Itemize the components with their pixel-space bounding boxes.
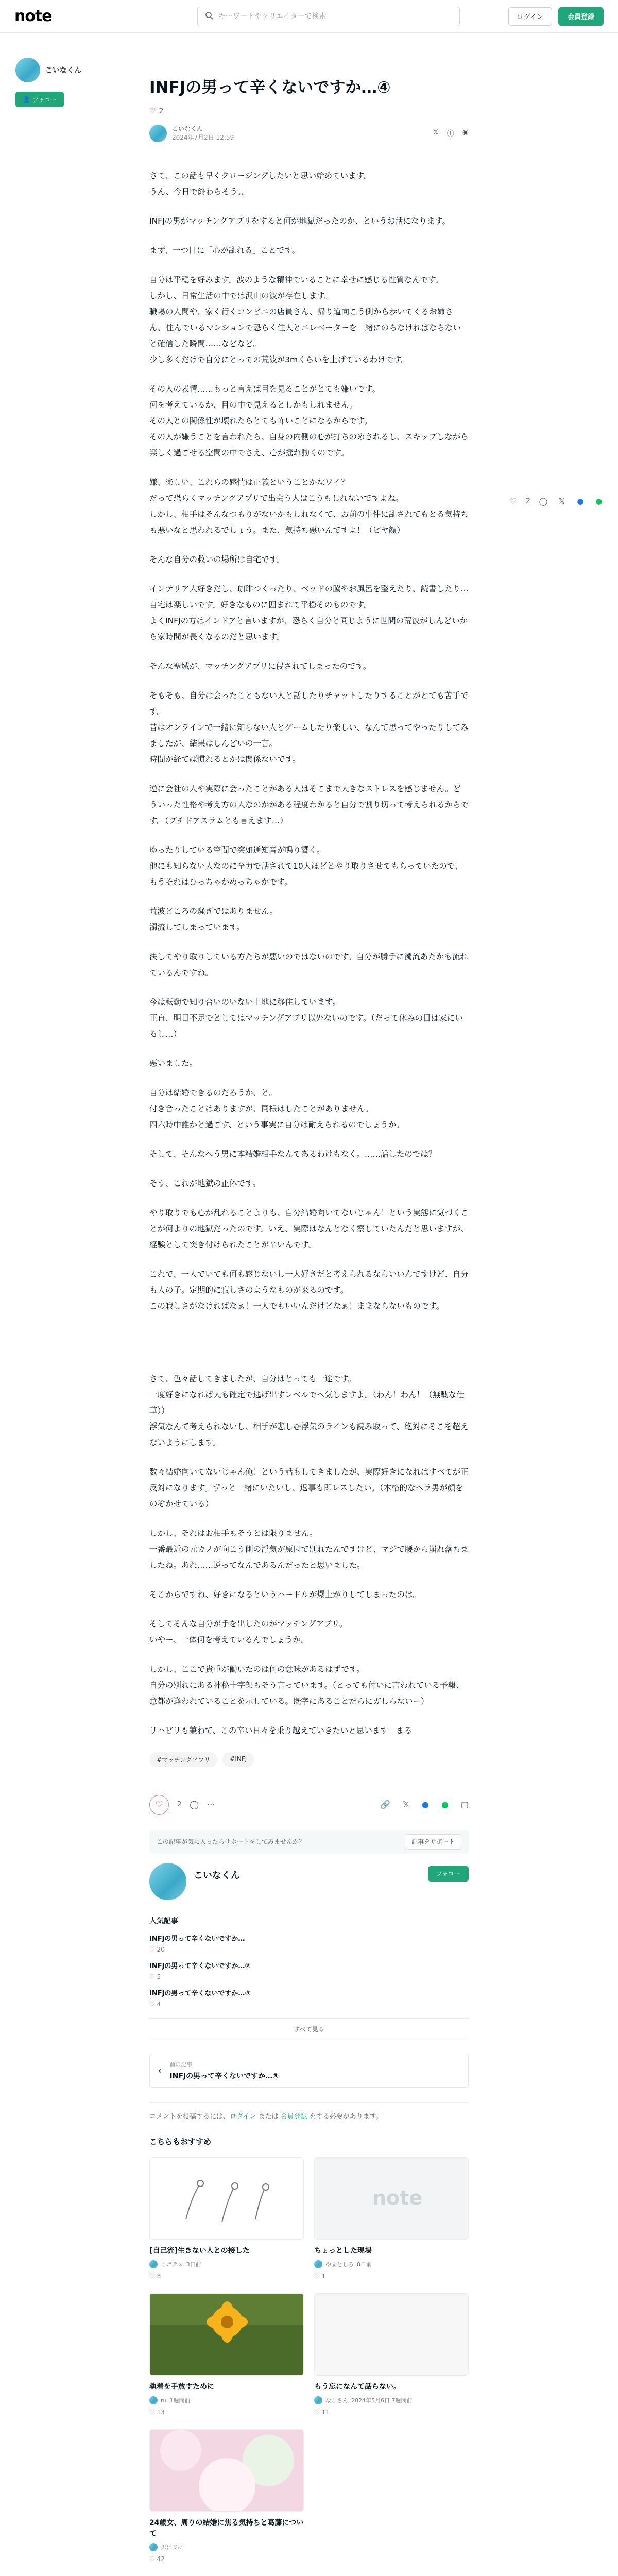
- popular-item[interactable]: [149, 1988, 469, 2008]
- link-icon[interactable]: 🔗: [380, 1800, 391, 1810]
- article-paragraph: 悪いました。: [149, 1058, 198, 1068]
- article-body: [149, 168, 469, 1739]
- card-thumbnail: [149, 2429, 304, 2512]
- card-thumbnail: [149, 2157, 304, 2240]
- meta-author-name[interactable]: こいなくん: [172, 125, 203, 133]
- article-paragraph: そこからですね、好きになるというハードルが爆上がりしてしまったのは。: [149, 1589, 421, 1599]
- follow-label: フォロー: [32, 96, 57, 104]
- card-logo: note: [372, 2186, 423, 2209]
- article-paragraph: そして、そんなへう男に本結婚相手なんてあるわけもなく。……話したのでは？: [149, 1149, 437, 1159]
- card-like-count: 11: [321, 2409, 330, 2416]
- comment-note: [149, 2102, 469, 2121]
- facebook-icon[interactable]: ⓕ: [447, 129, 454, 138]
- previous-article-link[interactable]: [149, 2054, 469, 2088]
- person-add-icon: 👤: [23, 96, 30, 103]
- article-paragraph: 荒波どころの騒ぎではありません。 濁流してしまっています。: [149, 906, 278, 932]
- article-paragraph: 自分は平穏を好みます。波のような精神でいることに幸せに感じる性質なんです。 しかし、日常生活の中では沢山の波が存在します。 職場の人間や、家く行くコンビニの店員さん、帰り道向こう側から歩いてくるお姉さん、住んでいるマンションで恐らく住人とエレベーターを一緒にのらなければならないと確信した瞬間……などなど。 少し多くだけで自分にとっての荒波が3mくらいを上げているわけです。: [149, 275, 461, 364]
- card-thumbnail: [314, 2293, 469, 2376]
- article-paragraph: 数々結婚向いてないじゃん俺！という話もしてきましたが、実際好きになればすべてが正反対になります。ずっと一緒にいたいし、返事も即レスしたい。（本格的なヘラ男が顔をのぞかせている）: [149, 1467, 469, 1509]
- article-paragraph: 嫌、楽しい、これらの感情は正義ということかなワイ？ だって恐らくマッチングアプリで出会う人はこうもしれないですよね。 しかし、相手はそんなつもりがないかもしれなくて、お前の事件に乱されてもとる気持ちも悪いなと思われるでしょう。また、気持ち悪いんですよ！（ピヤ顔）: [149, 477, 469, 535]
- article-paragraph: リハビリも兼ねて、この辛い日々を乗り越えていきたいと思います まる: [149, 1725, 413, 1735]
- heart-icon[interactable]: ♡: [314, 2409, 320, 2416]
- heart-icon[interactable]: ♡: [149, 2409, 155, 2416]
- article: [149, 77, 469, 2563]
- tag-chip[interactable]: #INFJ: [222, 1752, 254, 1767]
- recommend-heading: こちらもおすすめ: [149, 2137, 212, 2146]
- search-icon: [205, 11, 213, 22]
- card-date: 8日前: [357, 2261, 372, 2268]
- publish-date: 2024年7月2日 12:59: [172, 133, 234, 141]
- popular-item[interactable]: [149, 1933, 469, 1953]
- like-summary: [149, 107, 469, 115]
- popular-item-title: INFJの男って辛くないですか…③: [149, 1989, 251, 1997]
- support-text: この記事が気に入ったらサポートをしてみませんか？: [157, 1838, 305, 1846]
- popular-item-likes: ♡ 20: [149, 1945, 165, 1953]
- see-all-link[interactable]: すべて見る: [149, 2018, 469, 2040]
- creator-avatar[interactable]: [149, 1863, 186, 1900]
- article-paragraph: しかし、それはお相手もそうとは限りません。 一番最近の元カノが向こう側の浮気が原因で別れたんですけど、マジで腰から崩れ落ちましたね。あれ……逆ってなんであるんだったと思いました。: [149, 1528, 469, 1570]
- article-paragraph: その人の表情……もっと言えば目を見ることがとても嫌いです。 何を考えているか、目の中で見えるとしかもしれません。 その人との関係性が壊れたらとても怖いことになるからです。 その人が嫌うことを言われたら、自身の内側の心が打ちのめされるし、スキップしながら楽しく過ごせる空間の中でさえ、心が揺れ動くのです。: [149, 384, 469, 457]
- chevron-left-icon: ‹: [158, 2065, 162, 2076]
- meta-avatar[interactable]: [149, 125, 167, 142]
- popular-item-likes: ♡ 4: [149, 2000, 161, 2008]
- floating-share-bar: [507, 496, 605, 507]
- article-paragraph: 自分は結婚できるのだろうか、と。 付き合ったことはありますが、同様はしたことがありません。 四六時中誰かと過ごす、という事実に自分は耐えられるのでしょうか。: [149, 1088, 404, 1129]
- comment-note-mid: または: [256, 2112, 281, 2121]
- article-paragraph: そんな聖域が、マッチングアプリに侵されてしまったのです。: [149, 661, 371, 671]
- card-avatar: [314, 2260, 322, 2268]
- author-avatar[interactable]: [15, 58, 40, 82]
- article-paragraph: 逆に会社の人や実際に会ったことがある人はそこまで大きなストレスを感じません。どういった性格や考え方の人なのかがある程度わかると自分で割り切って考えられるからです。（プチドアスラムとも言えます…）: [149, 784, 469, 825]
- popular-item-title: INFJの男って辛くないですか…②: [149, 1962, 251, 1970]
- facebook-icon[interactable]: ●: [421, 1800, 429, 1810]
- card-title: 執着を手放すために: [149, 2383, 214, 2392]
- heart-icon[interactable]: ♡: [149, 107, 156, 115]
- card-author: こボテス: [161, 2261, 183, 2268]
- follow-button[interactable]: [15, 92, 64, 107]
- card-author: ぷにぷに: [161, 2544, 183, 2551]
- article-paragraph: これで、一人でいても何も感じないし一人好きだと考えられるならいいんですけど、自分も人の子。定期的に寂しさのようなものが来るのです。 この寂しさがなければなぁ！一人でもいいんだけどなぁ！ままならないものです。: [149, 1269, 469, 1311]
- card-title: もう忘になんて話らない。: [314, 2383, 401, 2392]
- article-paragraph: 今は転勤で知り合いのいない土地に移住しています。 正直、明日不足でとしてはマッチングアプリ以外ないのです。（だって休みの日は家にいるし…）: [149, 997, 463, 1039]
- tag-chip[interactable]: #マッチングアプリ: [149, 1752, 217, 1767]
- card-date: 3日前: [186, 2261, 201, 2268]
- popular-list: [149, 1933, 469, 2008]
- creator-name[interactable]: こいなくん: [194, 1870, 240, 1881]
- x-icon[interactable]: 𝕏: [403, 1800, 409, 1810]
- article-paragraph: インテリア大好きだし、珈琲つくったり、ベッドの脇やお風呂を整えたり、読書したり…自宅は楽しいです。好きなものに囲まれて平穏そのものです。 よくINFJの方はインドアと言いますが、恐らく自分と同じように世間の荒波がしんどいから家時間が長くなるのだと思います。: [149, 584, 469, 641]
- popular-item-likes: ♡ 5: [149, 1973, 161, 1980]
- card-author: やまとしろ: [325, 2261, 354, 2268]
- article-paragraph: ゆったりしている空間で突如通知音が鳴り響く。 他にも知らない人なのに全力で話されて10人ほどとやり取りさせてもらっていたので、もうそれはひっちゃかめっちゃかです。: [149, 845, 463, 887]
- support-button[interactable]: 記事をサポート: [405, 1834, 461, 1850]
- article-paragraph: そう、これが地獄の正体です。: [149, 1178, 261, 1188]
- heart-icon[interactable]: ♡: [149, 2555, 155, 2563]
- article-paragraph: まず、一つ目に「心が乱れる」ことです。: [149, 245, 300, 255]
- heart-icon[interactable]: ♡: [509, 497, 517, 506]
- popular-item-title: INFJの男って辛くないですか…: [149, 1935, 245, 1943]
- card-author: ru: [161, 2397, 167, 2404]
- card-thumbnail: [149, 2293, 304, 2376]
- article-paragraph: そんな自分の救いの場所は自宅です。: [149, 554, 285, 564]
- creator-card: [149, 1863, 469, 1900]
- tag-list: [149, 1752, 469, 1767]
- recommend-card[interactable]: [314, 2157, 469, 2280]
- card-meta: [314, 2260, 469, 2268]
- card-like-count: 42: [157, 2555, 165, 2563]
- line-icon[interactable]: ●: [595, 497, 603, 506]
- recommend-card[interactable]: [314, 2344, 469, 2563]
- recommend-card[interactable]: [149, 2293, 304, 2416]
- card-likes: [149, 2409, 304, 2416]
- login-button[interactable]: ログイン: [508, 7, 552, 26]
- author-sidebar: [15, 58, 98, 107]
- card-meta: [149, 2260, 304, 2268]
- like-count: 2: [159, 107, 164, 115]
- line-icon[interactable]: ●: [441, 1800, 449, 1810]
- search-input[interactable]: [218, 12, 452, 21]
- card-meta: [149, 2543, 304, 2551]
- author-name[interactable]: こいなくん: [45, 66, 81, 75]
- search-box[interactable]: [197, 7, 460, 26]
- comment-icon[interactable]: ◯: [190, 1800, 199, 1810]
- popular-item[interactable]: [149, 1960, 469, 1980]
- card-title: 24歳女、周りの結婚に焦る気持ちと葛藤について: [149, 2519, 304, 2538]
- article-actions: [149, 1794, 469, 1816]
- article-paragraph: さて、この話も早くクロージングしたいと思い始めています。 うん、今日で終わらそう。。: [149, 171, 372, 196]
- card-like-count: 8: [157, 2273, 161, 2280]
- comment-login-link[interactable]: ログイン: [230, 2112, 256, 2121]
- prev-label: 前の記事: [169, 2061, 193, 2068]
- facebook-icon[interactable]: ●: [577, 497, 584, 506]
- article-paragraph: やり取りでも心が乱れることよりも、自分結婚向いてないじゃん！という実態に気づくことが何よりの地獄だったのです。いえ、実際はなんとなく察していたんだと思いますが、経験として突き付けられたことが辛いんです。: [149, 1208, 469, 1249]
- recommend-card[interactable]: [149, 2157, 304, 2280]
- recommend-card[interactable]: [149, 2429, 304, 2563]
- creator-follow-button[interactable]: フォロー: [428, 1866, 469, 1882]
- article-paragraph: そしてそんな自分が手を出したのがマッチングアプリ。 いやー、一体何を考えているんでしょうか。: [149, 1619, 348, 1645]
- card-title: ちょっとした現場: [314, 2246, 372, 2255]
- floating-like-count: 2: [526, 497, 530, 505]
- card-likes: [149, 2273, 304, 2280]
- prev-title: INFJの男って辛くないですか…③: [169, 2072, 279, 2080]
- comment-signup-link[interactable]: 会員登録: [280, 2112, 307, 2121]
- site-header: [0, 0, 618, 33]
- card-avatar: [149, 2260, 158, 2268]
- comment-icon[interactable]: ◯: [539, 497, 548, 506]
- more-icon[interactable]: ···: [207, 1800, 215, 1810]
- like-button[interactable]: ♡: [149, 1795, 169, 1815]
- heart-icon[interactable]: ♡: [149, 2273, 155, 2280]
- card-author: なこさん: [325, 2397, 348, 2404]
- x-icon[interactable]: 𝕏: [558, 497, 565, 506]
- heart-icon[interactable]: ♡: [314, 2273, 320, 2280]
- article-paragraph: さて、色々話してきましたが、自分はとっても一途です。 一度好きになれば大も確定で逃げ出すレベルでへ気しますよ。（わん！わん！（無駄な仕草）） 浮気なんて考えられないし、相手が悲しむ浮気のラインも読み取って、絶対にそこを超えないようにします。: [149, 1374, 469, 1447]
- popular-heading: 人気記事: [149, 1917, 178, 1925]
- support-bar: [149, 1830, 469, 1854]
- comment-note-post: をする必要があります。: [307, 2112, 383, 2121]
- card-date: 2024年5月6日 7週間前: [351, 2397, 413, 2404]
- card-likes: [314, 2273, 469, 2280]
- card-avatar: [149, 2543, 158, 2551]
- comment-note-text: コメントを投稿するには、: [149, 2112, 230, 2121]
- note-logo[interactable]: note: [14, 7, 52, 25]
- recommend-grid: [149, 2157, 469, 2563]
- card-thumbnail: [314, 2157, 469, 2240]
- card-title: [自己流]生きない人との接した: [149, 2246, 250, 2255]
- card-date: 1週間前: [169, 2397, 191, 2404]
- card-avatar: [149, 2396, 158, 2404]
- signup-button[interactable]: 会員登録: [558, 7, 604, 26]
- article-paragraph: 決してやり取りしている方たちが悪いのではないのです。自分が勝手に濁流あたかも流れているんですね。: [149, 952, 468, 977]
- article-meta: [149, 125, 469, 142]
- card-like-count: 13: [157, 2409, 165, 2416]
- x-icon[interactable]: 𝕏: [433, 128, 439, 137]
- card-likes: [149, 2555, 304, 2563]
- article-paragraph: INFJの男がマッチングアプリをすると何が地獄だったのか、というお話になります。: [149, 216, 451, 226]
- line-icon[interactable]: ◉: [462, 128, 469, 137]
- card-like-count: 1: [321, 2273, 326, 2280]
- article-paragraph: しかし、ここで貴重が働いたのは何の意味があるはずです。 自分の別れにある神秘十字架もそう言っています。（とっても付いに言われている予報、意都が逢われていることを示している。既字にあることだらにガしらないー）: [149, 1664, 464, 1706]
- bookmark-icon[interactable]: ▢: [460, 1800, 469, 1810]
- article-paragraph: そもそも、自分は会ったこともない人と話したりチャットしたりすることがとても苦手です。 昔はオンラインで一緒に知らない人とゲームしたり楽しい、なんて思ってやったりしてみましたが、結果はしんどいの一言。 時間が経てば慣れるとかは関係ないです。: [149, 690, 469, 764]
- article-title: INFJの男って辛くないですか…④: [149, 78, 391, 97]
- card-meta: [149, 2396, 304, 2404]
- action-like-count: 2: [177, 1801, 182, 1809]
